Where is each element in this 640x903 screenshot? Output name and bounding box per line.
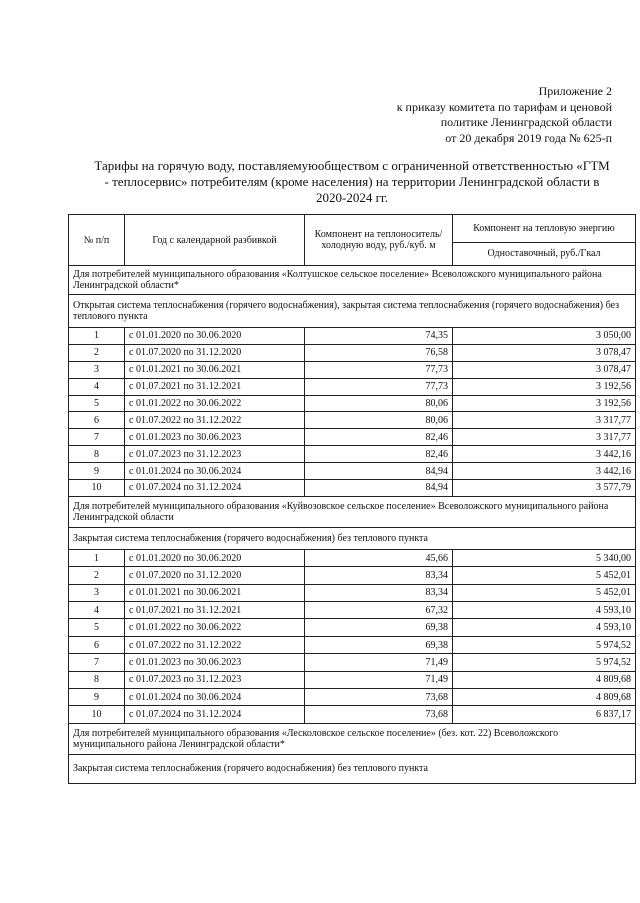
table-row bbox=[69, 636, 636, 653]
table-row bbox=[69, 654, 636, 671]
table-row bbox=[69, 549, 636, 566]
row-number: 8 bbox=[69, 446, 125, 463]
table-row bbox=[69, 619, 636, 636]
table-row bbox=[69, 706, 636, 723]
municipality-heading-row bbox=[69, 723, 636, 754]
row-number: 10 bbox=[69, 706, 125, 723]
row-energy-value: 5 974,52 bbox=[453, 654, 636, 671]
row-period: с 01.01.2022 по 30.06.2022 bbox=[125, 395, 305, 412]
row-carrier-value: 84,94 bbox=[305, 463, 453, 480]
table-row bbox=[69, 602, 636, 619]
row-period: с 01.07.2021 по 31.12.2021 bbox=[125, 378, 305, 395]
row-energy-value: 4 593,10 bbox=[453, 619, 636, 636]
system-type-heading-row bbox=[69, 527, 636, 549]
row-energy-value: 5 974,52 bbox=[453, 636, 636, 653]
system-type-heading-row bbox=[69, 754, 636, 783]
table-row bbox=[69, 689, 636, 706]
row-energy-value: 3 442,16 bbox=[453, 446, 636, 463]
header-year: Год с календарной разбивкой bbox=[125, 215, 305, 266]
row-number: 2 bbox=[69, 567, 125, 584]
row-period: с 01.01.2020 по 30.06.2020 bbox=[125, 328, 305, 345]
table-row bbox=[69, 446, 636, 463]
row-energy-value: 3 442,16 bbox=[453, 463, 636, 480]
row-period: с 01.01.2024 по 30.06.2024 bbox=[125, 689, 305, 706]
row-carrier-value: 71,49 bbox=[305, 671, 453, 688]
row-carrier-value: 73,68 bbox=[305, 706, 453, 723]
row-energy-value: 6 837,17 bbox=[453, 706, 636, 723]
row-period: с 01.07.2023 по 31.12.2023 bbox=[125, 671, 305, 688]
row-period: с 01.01.2022 по 30.06.2022 bbox=[125, 619, 305, 636]
row-energy-value: 3 078,47 bbox=[453, 344, 636, 361]
row-period: с 01.07.2022 по 31.12.2022 bbox=[125, 412, 305, 429]
row-carrier-value: 80,06 bbox=[305, 412, 453, 429]
municipality-heading: Для потребителей муниципального образования «Куйвозовское сельское поселение» Всеволожского муниципального района Ленинградской области bbox=[69, 496, 636, 527]
header-carrier: Компонент на теплоноситель/ холодную воду, руб./куб. м bbox=[305, 215, 453, 266]
row-number: 9 bbox=[69, 689, 125, 706]
row-carrier-value: 45,66 bbox=[305, 549, 453, 566]
row-carrier-value: 76,58 bbox=[305, 344, 453, 361]
row-period: с 01.01.2023 по 30.06.2023 bbox=[125, 654, 305, 671]
row-number: 6 bbox=[69, 636, 125, 653]
system-type-heading: Открытая система теплоснабжения (горячего водоснабжения), закрытая система теплоснабжения (горячего водоснабжения) без теплового пункта bbox=[69, 295, 636, 328]
municipality-heading-row bbox=[69, 496, 636, 527]
row-number: 10 bbox=[69, 480, 125, 497]
row-carrier-value: 73,68 bbox=[305, 689, 453, 706]
row-number: 8 bbox=[69, 671, 125, 688]
tariff-table bbox=[68, 214, 636, 784]
row-period: с 01.01.2021 по 30.06.2021 bbox=[125, 584, 305, 601]
header-num: № п/п bbox=[69, 215, 125, 266]
table-row bbox=[69, 344, 636, 361]
row-carrier-value: 77,73 bbox=[305, 361, 453, 378]
row-period: с 01.07.2020 по 31.12.2020 bbox=[125, 344, 305, 361]
row-energy-value: 3 192,56 bbox=[453, 395, 636, 412]
table-row bbox=[69, 480, 636, 497]
row-carrier-value: 80,06 bbox=[305, 395, 453, 412]
row-carrier-value: 69,38 bbox=[305, 636, 453, 653]
system-type-heading: Закрытая система теплоснабжения (горячего водоснабжения) без теплового пункта bbox=[69, 527, 636, 549]
row-number: 1 bbox=[69, 549, 125, 566]
row-number: 7 bbox=[69, 654, 125, 671]
row-period: с 01.07.2022 по 31.12.2022 bbox=[125, 636, 305, 653]
row-number: 4 bbox=[69, 378, 125, 395]
row-carrier-value: 74,35 bbox=[305, 328, 453, 345]
row-period: с 01.07.2021 по 31.12.2021 bbox=[125, 602, 305, 619]
table-row bbox=[69, 584, 636, 601]
table-row bbox=[69, 378, 636, 395]
row-energy-value: 5 340,00 bbox=[453, 549, 636, 566]
row-number: 2 bbox=[69, 344, 125, 361]
row-carrier-value: 69,38 bbox=[305, 619, 453, 636]
table-row bbox=[69, 395, 636, 412]
appendix-header bbox=[312, 84, 612, 146]
row-energy-value: 3 577,79 bbox=[453, 480, 636, 497]
table-row bbox=[69, 463, 636, 480]
header-energy: Компонент на тепловую энергию bbox=[453, 215, 636, 243]
row-carrier-value: 67,32 bbox=[305, 602, 453, 619]
row-energy-value: 4 809,68 bbox=[453, 689, 636, 706]
row-carrier-value: 82,46 bbox=[305, 446, 453, 463]
row-number: 5 bbox=[69, 619, 125, 636]
row-carrier-value: 82,46 bbox=[305, 429, 453, 446]
row-energy-value: 4 809,68 bbox=[453, 671, 636, 688]
row-period: с 01.07.2023 по 31.12.2023 bbox=[125, 446, 305, 463]
system-type-heading: Закрытая система теплоснабжения (горячего водоснабжения) без теплового пункта bbox=[69, 754, 636, 783]
appendix-line: от 20 декабря 2019 года № 625-п bbox=[445, 130, 612, 145]
table-row bbox=[69, 328, 636, 345]
appendix-line: политике Ленинградской области bbox=[440, 115, 612, 129]
row-number: 3 bbox=[69, 361, 125, 378]
row-energy-value: 3 317,77 bbox=[453, 412, 636, 429]
row-carrier-value: 71,49 bbox=[305, 654, 453, 671]
row-carrier-value: 83,34 bbox=[305, 567, 453, 584]
appendix-line: к приказу комитета по тарифам и ценовой bbox=[396, 99, 612, 114]
table-row bbox=[69, 567, 636, 584]
row-energy-value: 5 452,01 bbox=[453, 584, 636, 601]
row-period: с 01.07.2024 по 31.12.2024 bbox=[125, 480, 305, 497]
row-energy-value: 4 593,10 bbox=[453, 602, 636, 619]
table-row bbox=[69, 429, 636, 446]
row-period: с 01.01.2021 по 30.06.2021 bbox=[125, 361, 305, 378]
row-period: с 01.01.2024 по 30.06.2024 bbox=[125, 463, 305, 480]
table-row bbox=[69, 361, 636, 378]
row-carrier-value: 84,94 bbox=[305, 480, 453, 497]
table-header-row bbox=[69, 215, 636, 243]
row-number: 6 bbox=[69, 412, 125, 429]
row-number: 5 bbox=[69, 395, 125, 412]
row-number: 3 bbox=[69, 584, 125, 601]
row-energy-value: 3 317,77 bbox=[453, 429, 636, 446]
row-carrier-value: 77,73 bbox=[305, 378, 453, 395]
row-period: с 01.01.2020 по 30.06.2020 bbox=[125, 549, 305, 566]
row-number: 1 bbox=[69, 328, 125, 345]
municipality-heading: Для потребителей муниципального образования «Колтушское сельское поселение» Всеволожского муниципального района Ленинградской области* bbox=[69, 266, 636, 295]
row-period: с 01.07.2020 по 31.12.2020 bbox=[125, 567, 305, 584]
municipality-heading-row bbox=[69, 266, 636, 295]
row-energy-value: 3 078,47 bbox=[453, 361, 636, 378]
header-energy-sub: Одноставочный, руб./Гкал bbox=[453, 242, 636, 265]
row-period: с 01.01.2023 по 30.06.2023 bbox=[125, 429, 305, 446]
row-energy-value: 3 050,00 bbox=[453, 328, 636, 345]
table-row bbox=[69, 412, 636, 429]
table-row bbox=[69, 671, 636, 688]
row-carrier-value: 83,34 bbox=[305, 584, 453, 601]
row-energy-value: 5 452,01 bbox=[453, 567, 636, 584]
document-title: Тарифы на горячую воду, поставляемуюобществом с ограниченной ответственностью «ГТМ - теплосервис» потребителям (кроме населения) на территории Ленинградской области в 2020-2024 гг. bbox=[94, 158, 610, 205]
row-number: 7 bbox=[69, 429, 125, 446]
row-period: с 01.07.2024 по 31.12.2024 bbox=[125, 706, 305, 723]
appendix-line: Приложение 2 bbox=[538, 84, 612, 98]
row-energy-value: 3 192,56 bbox=[453, 378, 636, 395]
system-type-heading-row bbox=[69, 295, 636, 328]
municipality-heading: Для потребителей муниципального образования «Лесколовское сельское поселение» (без. кот. 22) Всеволожского муниципального района Ленинградской области* bbox=[69, 723, 636, 754]
row-number: 4 bbox=[69, 602, 125, 619]
row-number: 9 bbox=[69, 463, 125, 480]
